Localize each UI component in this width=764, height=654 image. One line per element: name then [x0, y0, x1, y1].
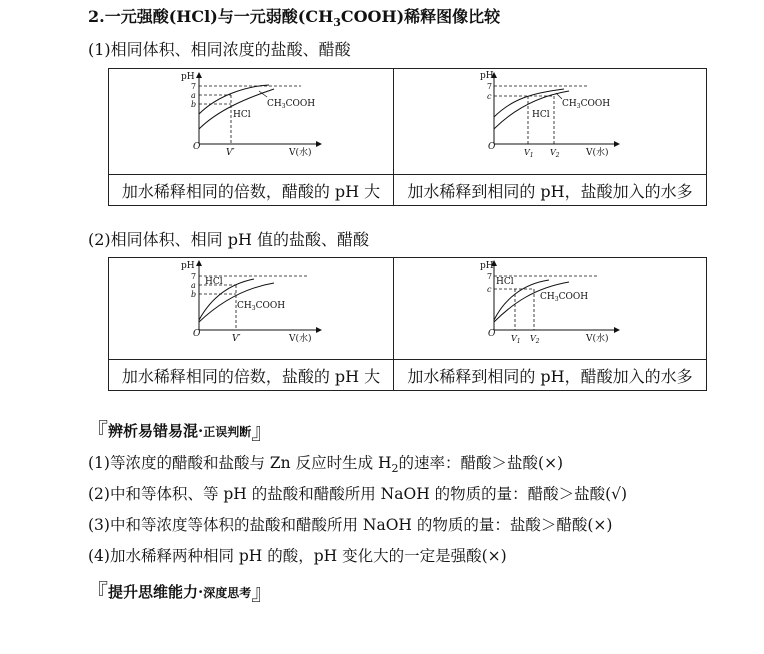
y-axis-label: pH — [181, 72, 195, 82]
bracket-open-icon: 『 — [86, 581, 109, 606]
tag-main-text: 辨析易错易混 — [108, 422, 199, 440]
y-tick-7: 7 — [191, 82, 197, 91]
y-tick-b: b — [191, 290, 197, 299]
judgment-item: (1)等浓度的醋酸和盐酸与 Zn 反应时生成 $H_2$的速率：醋酸＞盐酸(×) — [88, 454, 564, 476]
curve-label-hcl: HCl — [496, 277, 514, 287]
x-tick-vprime: V′ — [226, 148, 235, 158]
graph-hcl-acetic-same-ph-same-dilution — [109, 258, 393, 355]
x-axis-label: V(水) — [289, 334, 312, 344]
origin-label: O — [193, 142, 201, 152]
tag-identify-errors: 『辨析易错易混·正误判断』 — [86, 420, 274, 445]
part1-graph-left — [109, 69, 394, 175]
y-tick-7: 7 — [487, 272, 493, 281]
bracket-close-icon: 』 — [251, 581, 274, 606]
part1-figure-table — [108, 68, 707, 206]
origin-label: O — [193, 329, 201, 339]
curve-label-hcl: HCl — [205, 277, 223, 287]
graph-hcl-acetic-same-conc-same-dilution — [109, 69, 393, 170]
x-tick-v2: $V_2$ — [530, 334, 540, 345]
part2-caption-left: 加水稀释相同的倍数，盐酸的 pH 大 — [109, 360, 394, 391]
y-tick-c: c — [487, 92, 492, 101]
part1-heading: (1)相同体积、相同浓度的盐酸、醋酸 — [88, 40, 351, 59]
bracket-close-icon: 』 — [251, 420, 274, 445]
part2-caption-right: 加水稀释到相同的 pH，醋酸加入的水多 — [394, 360, 707, 391]
origin-label: O — [488, 142, 496, 152]
curve-label-hcl: HCl — [532, 110, 550, 120]
y-tick-7: 7 — [487, 82, 493, 91]
x-tick-vprime: V′ — [232, 334, 241, 344]
judgment-item: (2)中和等体积、等 pH 的盐酸和醋酸所用 NaOH 的物质的量：醋酸＞盐酸(√) — [88, 485, 628, 503]
part1-graph-right — [394, 69, 707, 175]
part1-caption-right: 加水稀释到相同的 pH，盐酸加入的水多 — [394, 175, 707, 206]
part2-figure-table — [108, 257, 707, 391]
x-tick-v2: $V_2$ — [550, 148, 560, 159]
curve-label-hcl: HCl — [233, 110, 251, 120]
y-tick-b: b — [191, 100, 197, 109]
part2-heading: (2)相同体积、相同 pH 值的盐酸、醋酸 — [88, 230, 370, 249]
x-axis-label: V(水) — [586, 334, 609, 344]
curve-label-ch3cooh: $CH_3COOH$ — [562, 99, 611, 110]
part2-graph-right — [394, 258, 707, 360]
x-axis-label: V(水) — [586, 148, 609, 158]
curve-label-ch3cooh: $CH_3COOH$ — [267, 99, 316, 110]
x-tick-v1: $V_1$ — [511, 334, 521, 345]
graph-hcl-acetic-same-ph-same-final-ph — [394, 258, 706, 355]
acetic-acid-curve — [494, 89, 564, 117]
y-axis-label: pH — [480, 71, 494, 81]
y-tick-a: a — [191, 281, 196, 290]
curve-label-ch3cooh: $CH_3COOH$ — [540, 292, 589, 303]
tag-sub-text: 深度思考 — [203, 586, 252, 600]
tag-improve-thinking: 『提升思维能力·深度思考』 — [86, 581, 274, 606]
judgment-item: (3)中和等浓度等体积的盐酸和醋酸所用 NaOH 的物质的量：盐酸＞醋酸(×) — [88, 516, 613, 534]
x-axis-label: V(水) — [289, 148, 312, 158]
bracket-open-icon: 『 — [86, 420, 109, 445]
y-tick-a: a — [191, 91, 196, 100]
curve-label-ch3cooh: $CH_3COOH$ — [237, 301, 286, 312]
y-tick-c: c — [487, 285, 492, 294]
origin-label: O — [488, 329, 496, 339]
part1-caption-left: 加水稀释相同的倍数，醋酸的 pH 大 — [109, 175, 394, 206]
tag-main-text: 提升思维能力 — [108, 583, 199, 601]
y-axis-label: pH — [181, 261, 195, 271]
x-tick-v1: $V_1$ — [524, 148, 534, 159]
y-axis-label: pH — [480, 261, 494, 271]
part2-graph-left — [109, 258, 394, 360]
tag-sub-text: 正误判断 — [203, 425, 252, 439]
graph-hcl-acetic-same-conc-same-ph — [394, 69, 706, 170]
section-title: 2.一元强酸(HCl)与一元弱酸$(CH_3COOH)$稀释图像比较 — [88, 7, 501, 30]
judgment-item: (4)加水稀释两种相同 pH 的酸，pH 变化大的一定是强酸(×) — [88, 547, 507, 565]
y-tick-7: 7 — [191, 272, 197, 281]
